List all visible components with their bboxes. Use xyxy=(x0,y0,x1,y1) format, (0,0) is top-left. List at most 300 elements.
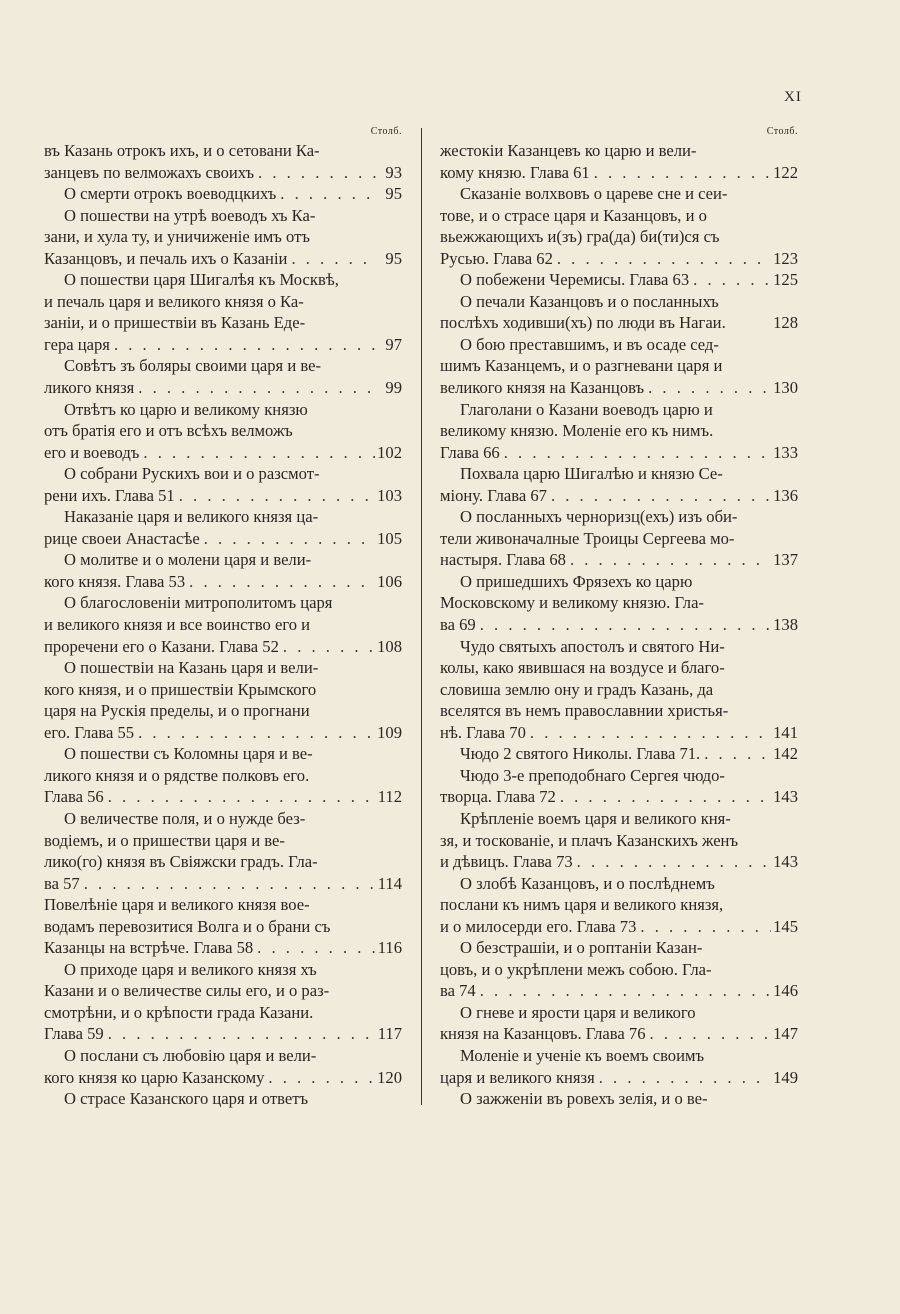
column-number xyxy=(378,894,402,916)
toc-line-text: О бою преставшимъ, и въ осаде сед- xyxy=(460,334,719,354)
line-spacer xyxy=(320,463,379,485)
toc-line xyxy=(44,980,402,1002)
toc-line xyxy=(44,614,402,636)
column-number xyxy=(774,1045,798,1067)
column-number: 99 xyxy=(385,378,402,398)
toc-line xyxy=(44,399,402,421)
column-number xyxy=(378,1045,402,1067)
line-spacer xyxy=(318,506,378,528)
toc-line xyxy=(440,205,798,227)
toc-line xyxy=(44,183,402,205)
toc-line xyxy=(440,549,798,571)
toc-line-text: О смерти отрокъ воеводцкихъ xyxy=(64,184,277,204)
column-number: 114 xyxy=(377,873,402,893)
toc-line xyxy=(44,420,402,442)
column-divider xyxy=(421,128,422,1105)
line-spacer xyxy=(293,420,378,442)
column-number xyxy=(774,592,798,614)
leader-dots xyxy=(595,1067,771,1089)
toc-line-text: колы, како явившася на воздусе и благо- xyxy=(440,658,725,678)
column-number: 143 xyxy=(773,787,798,807)
column-number: 128 xyxy=(773,313,798,333)
column-number: 102 xyxy=(377,442,402,462)
toc-line xyxy=(440,700,798,722)
toc-line xyxy=(440,1067,798,1089)
toc-line-text: О зажженіи въ ровехъ зелія, и о ве- xyxy=(460,1089,708,1109)
toc-line xyxy=(44,549,402,571)
toc-line xyxy=(440,226,798,248)
leader-dots xyxy=(279,636,375,658)
leader-dots xyxy=(134,377,378,399)
toc-line-text: жестокіи Казанцевъ ко царю и вели- xyxy=(440,141,697,160)
toc-line xyxy=(440,442,798,464)
toc-line-text: послани къ нимъ царя и великого князя, xyxy=(440,895,724,915)
toc-line-text: и дѣвицъ. Глава 73 xyxy=(440,852,573,872)
column-number: 106 xyxy=(377,571,402,591)
toc-line xyxy=(440,1045,798,1067)
line-spacer xyxy=(737,506,774,528)
toc-line-text: гера царя xyxy=(44,334,110,354)
column-number xyxy=(774,355,798,377)
line-spacer xyxy=(310,614,378,636)
toc-line-text: тели живоначалные Троицы Сергеева мо- xyxy=(440,528,735,548)
toc-line-text: царя и великого князя xyxy=(440,1067,595,1087)
toc-line-text: царя на Рускія пределы, и о прогнани xyxy=(44,701,310,721)
toc-line-text: Отвѣтъ ко царю и великому князю xyxy=(64,399,308,419)
toc-line xyxy=(440,162,798,184)
toc-line-text: ва 69 xyxy=(440,615,476,635)
toc-line xyxy=(440,937,798,959)
toc-line-text: О злобѣ Казанцовъ, и о послѣднемъ xyxy=(460,873,715,893)
toc-line xyxy=(44,679,402,701)
toc-line xyxy=(44,485,402,507)
toc-line-text: О благословеніи митрополитомъ царя xyxy=(64,593,333,613)
leader-dots xyxy=(573,851,771,873)
toc-line xyxy=(44,162,402,184)
toc-line xyxy=(440,571,798,593)
toc-line-text: Глава 59 xyxy=(44,1024,104,1044)
column-number xyxy=(774,334,798,356)
toc-line xyxy=(440,614,798,636)
right-entries xyxy=(440,140,798,1110)
column-number xyxy=(774,205,798,227)
toc-line-text: князя на Казанцовъ. Глава 76 xyxy=(440,1024,646,1044)
column-number: 125 xyxy=(773,270,798,290)
toc-line xyxy=(440,786,798,808)
toc-line-text: великого князя на Казанцовъ xyxy=(440,378,645,398)
column-number xyxy=(378,851,402,873)
toc-line-text: и о милосерди его. Глава 73 xyxy=(440,916,637,936)
column-number xyxy=(378,743,402,765)
toc-line xyxy=(44,226,402,248)
toc-line xyxy=(44,743,402,765)
toc-line-text: послѣхъ ходивши(хъ) по люди въ Нагаи. xyxy=(440,313,726,333)
column-number xyxy=(774,291,798,313)
line-spacer xyxy=(719,291,774,313)
toc-line-text: его и воеводъ xyxy=(44,442,140,462)
column-number: 103 xyxy=(377,485,402,505)
leader-dots xyxy=(264,1067,375,1089)
column-number xyxy=(378,1088,402,1110)
toc-line-text: зя, и тоскованіе, и плачъ Казанскихъ женъ xyxy=(440,830,739,850)
column-number: 143 xyxy=(773,852,798,872)
toc-line-text: Похвала царю Шигалѣю и князю Се- xyxy=(460,464,723,484)
toc-line xyxy=(440,830,798,852)
column-number xyxy=(774,657,798,679)
toc-line xyxy=(440,291,798,313)
line-spacer xyxy=(339,269,378,291)
leader-dots xyxy=(553,248,771,270)
line-spacer xyxy=(310,226,378,248)
line-spacer xyxy=(309,765,378,787)
toc-line-text: кого князя, и о пришествіи Крымского xyxy=(44,679,317,699)
toc-line xyxy=(44,592,402,614)
column-number xyxy=(774,937,798,959)
toc-line-text: творца. Глава 72 xyxy=(440,787,556,807)
leader-dots xyxy=(646,1023,772,1045)
toc-line-text: міону. Глава 67 xyxy=(440,485,547,505)
column-number xyxy=(774,463,798,485)
toc-line xyxy=(44,355,402,377)
column-number xyxy=(378,420,402,442)
column-number: 109 xyxy=(377,722,402,742)
line-spacer xyxy=(722,355,774,377)
line-spacer xyxy=(305,808,378,830)
toc-line-text: его. Глава 55 xyxy=(44,722,135,742)
toc-line-text: Моленіе и ученіе къ воемъ своимъ xyxy=(460,1045,705,1065)
line-spacer xyxy=(715,873,774,895)
column-number xyxy=(378,355,402,377)
toc-line xyxy=(440,312,798,334)
line-spacer xyxy=(696,140,774,162)
toc-line xyxy=(440,399,798,421)
line-spacer xyxy=(308,399,378,421)
leader-dots xyxy=(566,549,771,571)
toc-line xyxy=(440,377,798,399)
line-spacer xyxy=(313,1002,378,1024)
toc-line-text: О пришедшихъ Фрязехъ ко царю xyxy=(460,571,693,591)
column-number xyxy=(774,183,798,205)
line-spacer xyxy=(726,312,771,334)
left-entries xyxy=(44,140,402,1110)
leader-dots xyxy=(276,183,378,205)
column-number: 93 xyxy=(385,162,402,182)
toc-line xyxy=(44,291,402,313)
toc-line-text: О пошестви на утрѣ воеводъ хъ Ка- xyxy=(64,205,316,225)
column-number: 133 xyxy=(773,442,798,462)
line-spacer xyxy=(321,355,378,377)
line-spacer xyxy=(332,592,378,614)
toc-line-text: О величестве поля, и о нужде без- xyxy=(64,808,306,828)
toc-line-text: заніи, и о пришествіи въ Казань Еде- xyxy=(44,313,306,333)
leader-dots xyxy=(104,786,376,808)
line-spacer xyxy=(313,743,378,765)
toc-line-text: Сказаніе волхвовъ о цареве сне и сеи- xyxy=(460,184,728,204)
toc-line xyxy=(440,894,798,916)
column-number xyxy=(378,226,402,248)
toc-line xyxy=(44,269,402,291)
line-spacer xyxy=(725,765,774,787)
toc-line-text: Казанцы на встрѣче. Глава 58 xyxy=(44,938,254,958)
toc-line-text: ва 57 xyxy=(44,873,80,893)
toc-line xyxy=(440,916,798,938)
toc-line-text: рице своеи Анастасѣе xyxy=(44,528,200,548)
column-number xyxy=(774,399,798,421)
toc-line xyxy=(440,851,798,873)
column-number: 137 xyxy=(773,550,798,570)
toc-line xyxy=(44,916,402,938)
toc-line-text: О безстрашіи, и о роптаніи Казан- xyxy=(460,938,703,958)
toc-line xyxy=(44,140,402,162)
toc-line-text: кого князя ко царю Казанскому xyxy=(44,1067,265,1087)
toc-line xyxy=(44,937,402,959)
column-number: 105 xyxy=(377,528,402,548)
toc-line-text: Казани и о величестве силы его, и о раз- xyxy=(44,981,330,1001)
line-spacer xyxy=(315,205,378,227)
toc-line xyxy=(44,463,402,485)
column-number xyxy=(378,269,402,291)
toc-line-text: ликого князя и о рядстве полковъ его. xyxy=(44,765,310,785)
toc-line xyxy=(440,636,798,658)
column-number xyxy=(378,614,402,636)
column-number xyxy=(774,959,798,981)
toc-line-text: словиша землю ону и градъ Казань, да xyxy=(440,679,714,699)
column-number xyxy=(774,140,798,162)
column-number xyxy=(774,873,798,895)
toc-line xyxy=(440,959,798,981)
column-number xyxy=(774,1002,798,1024)
line-spacer xyxy=(316,1045,378,1067)
toc-line xyxy=(440,1002,798,1024)
toc-line xyxy=(440,808,798,830)
toc-line xyxy=(440,485,798,507)
leader-dots xyxy=(110,334,378,356)
column-number: 112 xyxy=(377,787,402,807)
column-number: 122 xyxy=(773,162,798,182)
toc-line-text: О страсе Казанского царя и ответъ xyxy=(64,1089,309,1109)
toc-line xyxy=(440,873,798,895)
column-number xyxy=(378,980,402,1002)
toc-line xyxy=(44,442,402,464)
column-number xyxy=(378,312,402,334)
toc-line xyxy=(44,786,402,808)
line-spacer xyxy=(704,592,774,614)
column-number: 97 xyxy=(385,334,402,354)
column-header: Столб. xyxy=(766,126,798,137)
toc-line xyxy=(440,657,798,679)
leader-dots xyxy=(547,485,771,507)
toc-line xyxy=(440,1088,798,1110)
leader-dots xyxy=(253,937,376,959)
line-spacer xyxy=(731,808,774,830)
line-spacer xyxy=(329,980,378,1002)
toc-line xyxy=(44,830,402,852)
toc-line xyxy=(44,1067,402,1089)
line-spacer xyxy=(311,549,378,571)
column-number xyxy=(378,549,402,571)
toc-line xyxy=(440,420,798,442)
column-number xyxy=(378,959,402,981)
toc-line xyxy=(440,980,798,1002)
column-number xyxy=(378,765,402,787)
column-number: 108 xyxy=(377,636,402,656)
toc-line-text: вселятся въ немъ православнии христья- xyxy=(440,701,729,721)
toc-line-text: нѣ. Глава 70 xyxy=(440,722,526,742)
toc-line xyxy=(44,205,402,227)
column-number xyxy=(774,420,798,442)
line-spacer xyxy=(723,463,774,485)
column-number xyxy=(378,679,402,701)
toc-line-text: Русью. Глава 62 xyxy=(440,248,553,268)
column-number xyxy=(378,916,402,938)
line-spacer xyxy=(734,528,774,550)
line-spacer xyxy=(723,894,774,916)
column-number xyxy=(774,700,798,722)
leader-dots xyxy=(185,571,375,593)
column-number: 149 xyxy=(773,1067,798,1087)
leader-dots xyxy=(254,162,378,184)
toc-line xyxy=(44,851,402,873)
leader-dots xyxy=(636,916,771,938)
column-number xyxy=(774,528,798,550)
toc-line-text: Крѣпленіе воемъ царя и великого кня- xyxy=(460,808,731,828)
toc-line xyxy=(44,1045,402,1067)
column-number xyxy=(774,571,798,593)
leader-dots xyxy=(526,722,771,744)
toc-line-text: и великого князя и все воинство его и xyxy=(44,615,311,635)
column-number xyxy=(774,679,798,701)
toc-line-text: проречени его о Казани. Глава 52 xyxy=(44,636,279,656)
column-number: 138 xyxy=(773,615,798,635)
line-spacer xyxy=(696,1002,774,1024)
line-spacer xyxy=(727,183,774,205)
column-number xyxy=(378,1002,402,1024)
line-spacer xyxy=(330,916,378,938)
toc-line xyxy=(44,1088,402,1110)
toc-line-text: цовъ, и о укрѣплени межъ собою. Гла- xyxy=(440,959,712,979)
toc-line-text: великому князю. Моленіе его къ нимъ. xyxy=(440,421,714,441)
line-spacer xyxy=(316,679,378,701)
column-number xyxy=(378,399,402,421)
toc-line xyxy=(440,463,798,485)
leader-dots xyxy=(80,873,376,895)
line-spacer xyxy=(712,959,774,981)
column-number xyxy=(774,830,798,852)
leader-dots xyxy=(476,980,771,1002)
column-number: 145 xyxy=(773,916,798,936)
toc-line-text: Наказаніе царя и великого князя ца- xyxy=(64,507,319,527)
toc-line-text: О побежени Черемисы. Глава 63 xyxy=(460,270,690,290)
leader-dots xyxy=(104,1023,376,1045)
toc-line xyxy=(44,506,402,528)
column-number xyxy=(378,463,402,485)
column-number: 147 xyxy=(773,1024,798,1044)
toc-line xyxy=(440,269,798,291)
column-number: 116 xyxy=(377,938,402,958)
column-number xyxy=(774,226,798,248)
leader-dots xyxy=(500,442,771,464)
leader-dots xyxy=(689,269,771,291)
toc-line xyxy=(440,592,798,614)
line-spacer xyxy=(713,399,774,421)
toc-line xyxy=(44,1023,402,1045)
column-number xyxy=(774,506,798,528)
toc-line-text: Чюдо 2 святого Николы. Глава 71. xyxy=(460,744,701,764)
toc-line-text: Глаголани о Казани воеводъ царю и xyxy=(460,399,713,419)
right-column xyxy=(440,124,798,1110)
toc-line-text: зани, и хула ту, и уничиженіе имъ отъ xyxy=(44,227,310,247)
column-number xyxy=(774,1088,798,1110)
line-spacer xyxy=(719,334,774,356)
column-number xyxy=(378,657,402,679)
toc-line-text: и печаль царя и великого князя о Ка- xyxy=(44,291,304,311)
leader-dots xyxy=(590,162,771,184)
toc-line xyxy=(440,743,798,765)
toc-line-text: въ Казань отрокъ ихъ, и о сетовани Ка- xyxy=(44,141,320,160)
column-number: 141 xyxy=(773,722,798,742)
toc-line xyxy=(44,248,402,270)
leader-dots xyxy=(175,485,375,507)
toc-line-text: О собрани Рускихъ вои и о разсмот- xyxy=(64,464,320,484)
column-number xyxy=(378,205,402,227)
toc-line xyxy=(440,765,798,787)
column-number: 120 xyxy=(377,1067,402,1087)
toc-line xyxy=(44,312,402,334)
toc-line-text: вьежжающихъ и(зъ) гра(да) би(ти)ся съ xyxy=(440,227,720,247)
toc-line xyxy=(44,377,402,399)
toc-line xyxy=(44,873,402,895)
column-number: 130 xyxy=(773,378,798,398)
line-spacer xyxy=(308,1088,378,1110)
toc-line-text: ликого князя xyxy=(44,378,135,398)
line-spacer xyxy=(713,420,774,442)
toc-line-text: О пошествіи на Казань царя и вели- xyxy=(64,658,319,678)
column-number: 117 xyxy=(377,1024,402,1044)
line-spacer xyxy=(725,636,774,658)
page-number: XI xyxy=(784,89,802,105)
leader-dots xyxy=(200,528,375,550)
toc-line xyxy=(44,636,402,658)
line-spacer xyxy=(707,205,774,227)
toc-line-text: Московскому и великому князю. Гла- xyxy=(440,593,704,613)
toc-line xyxy=(44,334,402,356)
toc-line xyxy=(44,700,402,722)
toc-line-text: кого князя. Глава 53 xyxy=(44,571,186,591)
toc-line xyxy=(44,808,402,830)
line-spacer xyxy=(720,226,774,248)
toc-line xyxy=(440,528,798,550)
column-number xyxy=(378,291,402,313)
toc-line xyxy=(440,183,798,205)
line-spacer xyxy=(704,1045,774,1067)
toc-line xyxy=(440,506,798,528)
line-spacer xyxy=(708,1088,774,1110)
toc-line xyxy=(440,722,798,744)
toc-line-text: тове, и о страсе царя и Казанцовъ, и о xyxy=(440,205,707,225)
toc-line-text: кому князю. Глава 61 xyxy=(440,162,590,182)
column-header: Столб. xyxy=(370,126,402,137)
toc-line-text: шимъ Казанцемъ, и о разгневани царя и xyxy=(440,356,723,376)
toc-line-text: О посланныхъ черноризц(ехъ) изъ оби- xyxy=(460,507,738,527)
column-number xyxy=(378,506,402,528)
toc-line-text: Казанцовъ, и печаль ихъ о Казаніи xyxy=(44,248,288,268)
toc-line xyxy=(440,248,798,270)
toc-line xyxy=(440,679,798,701)
line-spacer xyxy=(320,140,378,162)
toc-line xyxy=(44,722,402,744)
leader-dots xyxy=(644,377,771,399)
toc-line-text: настыря. Глава 68 xyxy=(440,550,566,570)
